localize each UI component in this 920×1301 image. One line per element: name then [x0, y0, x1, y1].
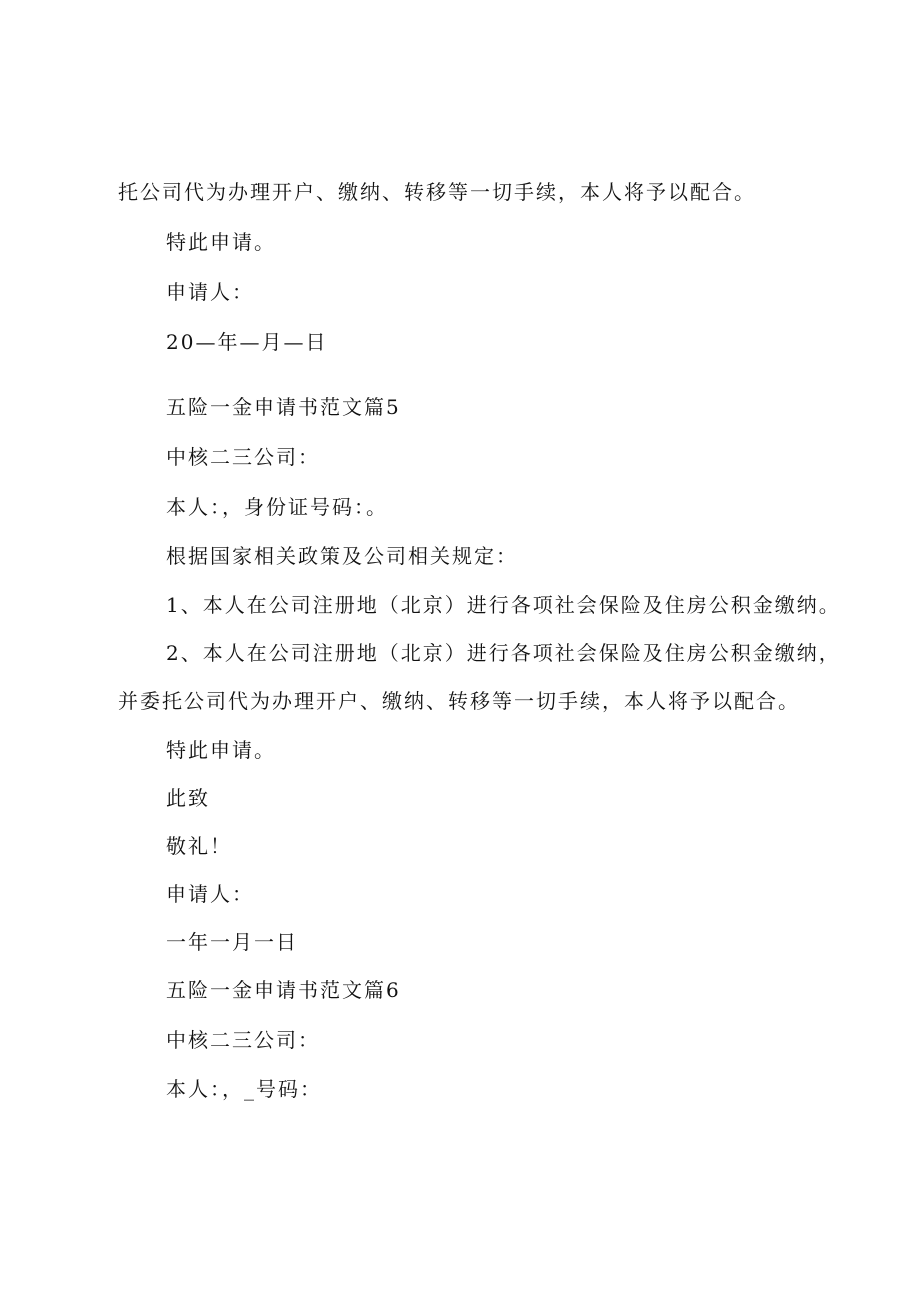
paragraph-continuation-line: 托公司代为办理开户、缴纳、转移等一切手续，本人将予以配合。: [118, 180, 756, 204]
applicant-id-line: 本人：，_号码：: [166, 1077, 322, 1101]
applicant-label: 申请人：: [166, 280, 254, 304]
section-heading-6: 五险一金申请书范文篇6: [166, 978, 401, 1002]
applicant-id-line: 本人：，身份证号码：。: [166, 495, 388, 519]
closing-jingli: 敬礼！: [166, 834, 232, 858]
applicant-label: 申请人：: [166, 882, 254, 906]
recipient-salutation: 中核二三公司：: [166, 445, 320, 469]
section-heading-5: 五险一金申请书范文篇5: [166, 395, 401, 419]
recipient-salutation: 中核二三公司：: [166, 1028, 320, 1052]
policy-intro-line: 根据国家相关政策及公司相关规定：: [166, 544, 518, 568]
date-line: 一年一月一日: [166, 930, 298, 954]
closing-request-text: 特此申请。: [166, 738, 276, 762]
numbered-item-2-continued: 并委托公司代为办理开户、缴纳、转移等一切手续，本人将予以配合。: [118, 689, 800, 713]
numbered-item-1: 1、本人在公司注册地（北京）进行各项社会保险及住房公积金缴纳。: [166, 593, 841, 617]
numbered-item-2: 2、本人在公司注册地（北京）进行各项社会保险及住房公积金缴纳，: [166, 641, 841, 665]
closing-cizhi: 此致: [166, 786, 210, 810]
closing-request-text: 特此申请。: [166, 230, 276, 254]
date-line: 20—年—月—日: [166, 330, 328, 354]
